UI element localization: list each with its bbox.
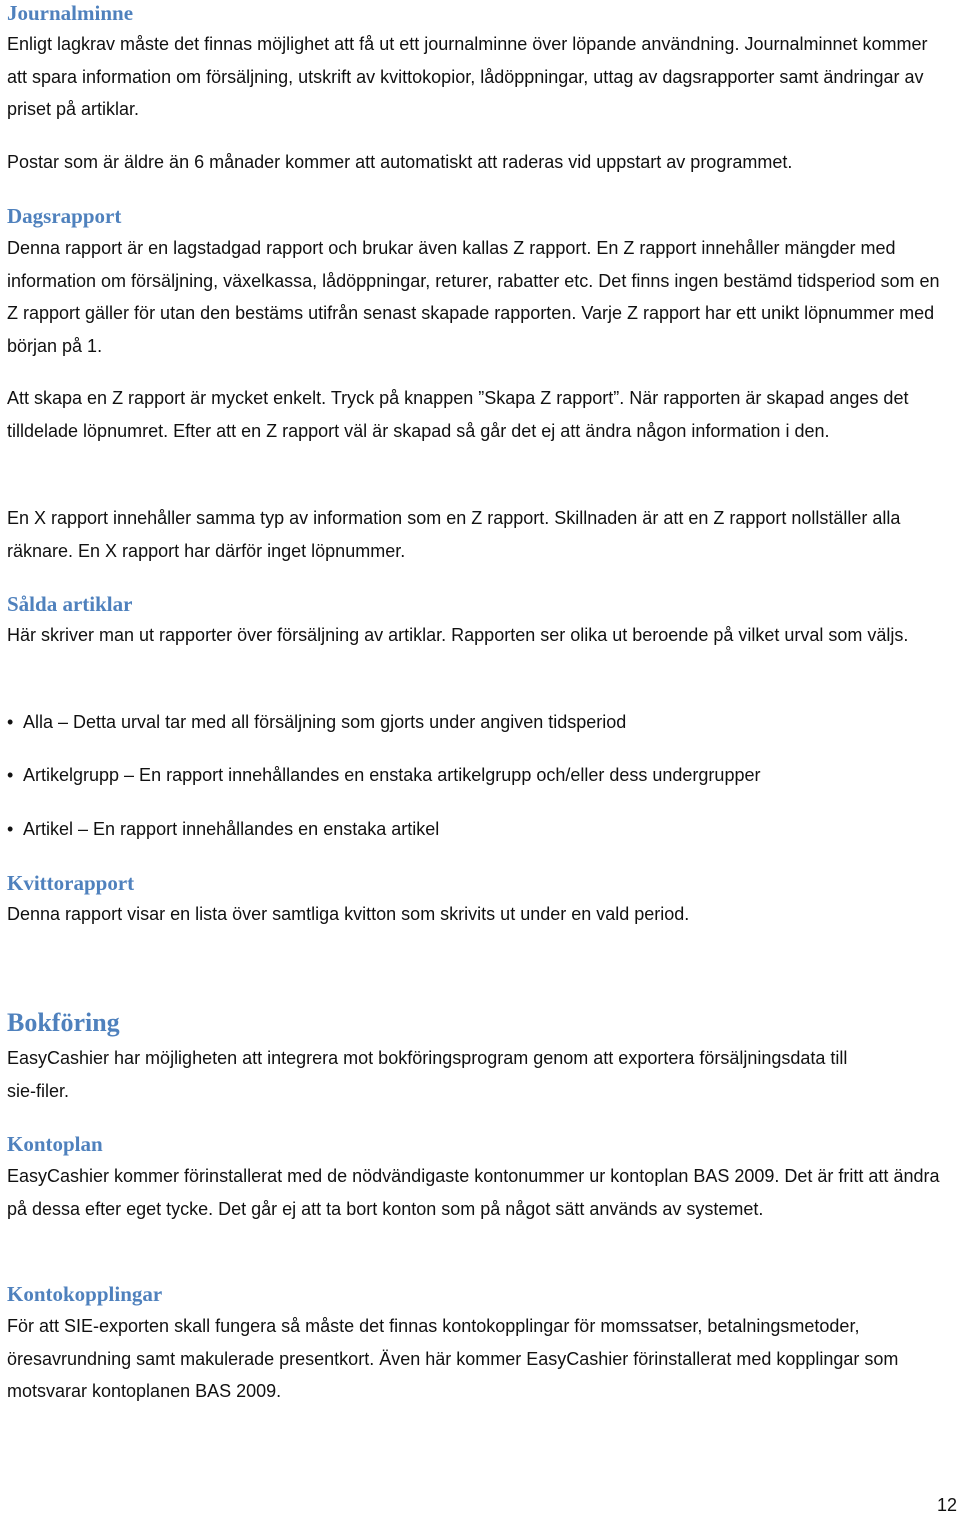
kontoplan-paragraph-1: EasyCashier kommer förinstallerat med de nödvändigaste kontonummer ur kontoplan BAS 2009. Det är fritt att ändra på dessa efter eget tycke. Det går ej att ta bort konton som på något sätt används av systemet. [7,1166,940,1219]
bullet-item-artikel [7,813,439,846]
dagsrapport-paragraph-3: En X rapport innehåller samma typ av information som en Z rapport. Skillnaden är att en Z rapport nollställer alla räknare. En X rapport har därför inget löpnummer. [7,508,901,561]
kvittorapport-paragraph-1: Denna rapport visar en lista över samtliga kvitton som skrivits ut under en vald period. [7,904,690,924]
heading-kontokopplingar: Kontokopplingar [7,1282,163,1306]
bullet-symbol: • [7,819,14,839]
heading-dagsrapport: Dagsrapport [7,204,122,228]
journalminne-paragraph-1: Enligt lagkrav måste det finnas möjlighet att få ut ett journalminne över löpande användning. Journalminnet kommer att spara information om försäljning, utskrift av kvittokopior, lådöppningar, uttag av dagsrapporter samt ändringar av priset på artiklar. [7,34,928,119]
bullet-item-alla [7,706,626,739]
journalminne-paragraph-2: Postar som är äldre än 6 månader kommer att automatiskt att raderas vid uppstart av programmet. [7,152,793,172]
heading-bokforing: Bokföring [7,1008,120,1037]
heading-salda-artiklar: Sålda artiklar [7,592,133,616]
page-number: 12 [936,1495,957,1515]
salda-paragraph-1: Här skriver man ut rapporter över försäljning av artiklar. Rapporten ser olika ut beroende på vilket urval som väljs. [7,625,909,645]
bullet-symbol: • [7,712,14,732]
dagsrapport-paragraph-1: Denna rapport är en lagstadgad rapport och brukar även kallas Z rapport. En Z rapport innehåller mängder med information om försäljning, växelkassa, lådöppningar, returer, rabatter etc. Det finns ingen bestämd tidsperiod som en Z rapport gäller för utan den bestäms utifrån senast skapade rapporten. Varje Z rapport har ett unikt löpnummer med början på 1. [7,238,940,356]
heading-kvittorapport: Kvittorapport [7,871,135,895]
kontokopplingar-paragraph-1: För att SIE-exporten skall fungera så måste det finnas kontokopplingar för momssatser, betalningsmetoder, öresavrundning samt makulerade presentkort. Även här kommer EasyCashier förinstallerat med kopplingar som motsvarar kontoplanen BAS 2009. [7,1316,899,1401]
heading-kontoplan: Kontoplan [7,1132,103,1156]
bullet-symbol: • [7,765,14,785]
bokforing-paragraph-1: EasyCashier har möjligheten att integrera mot bokföringsprogram genom att exportera försäljningsdata till sie-filer. [7,1048,848,1101]
dagsrapport-paragraph-2: Att skapa en Z rapport är mycket enkelt. Tryck på knappen ”Skapa Z rapport”. När rapporten är skapad anges det tilldelade löpnumret. Efter att en Z rapport väl är skapad så går det ej att ändra någon information i den. [7,388,909,441]
bullet-text: Artikelgrupp – En rapport innehållandes en enstaka artikelgrupp och/eller dess undergrupper [23,765,761,785]
heading-journalminne: Journalminne [7,1,134,25]
bullet-item-artikelgrupp [7,759,760,792]
bullet-text: Alla – Detta urval tar med all försäljning som gjorts under angiven tidsperiod [23,712,627,732]
bullet-text: Artikel – En rapport innehållandes en enstaka artikel [23,819,440,839]
